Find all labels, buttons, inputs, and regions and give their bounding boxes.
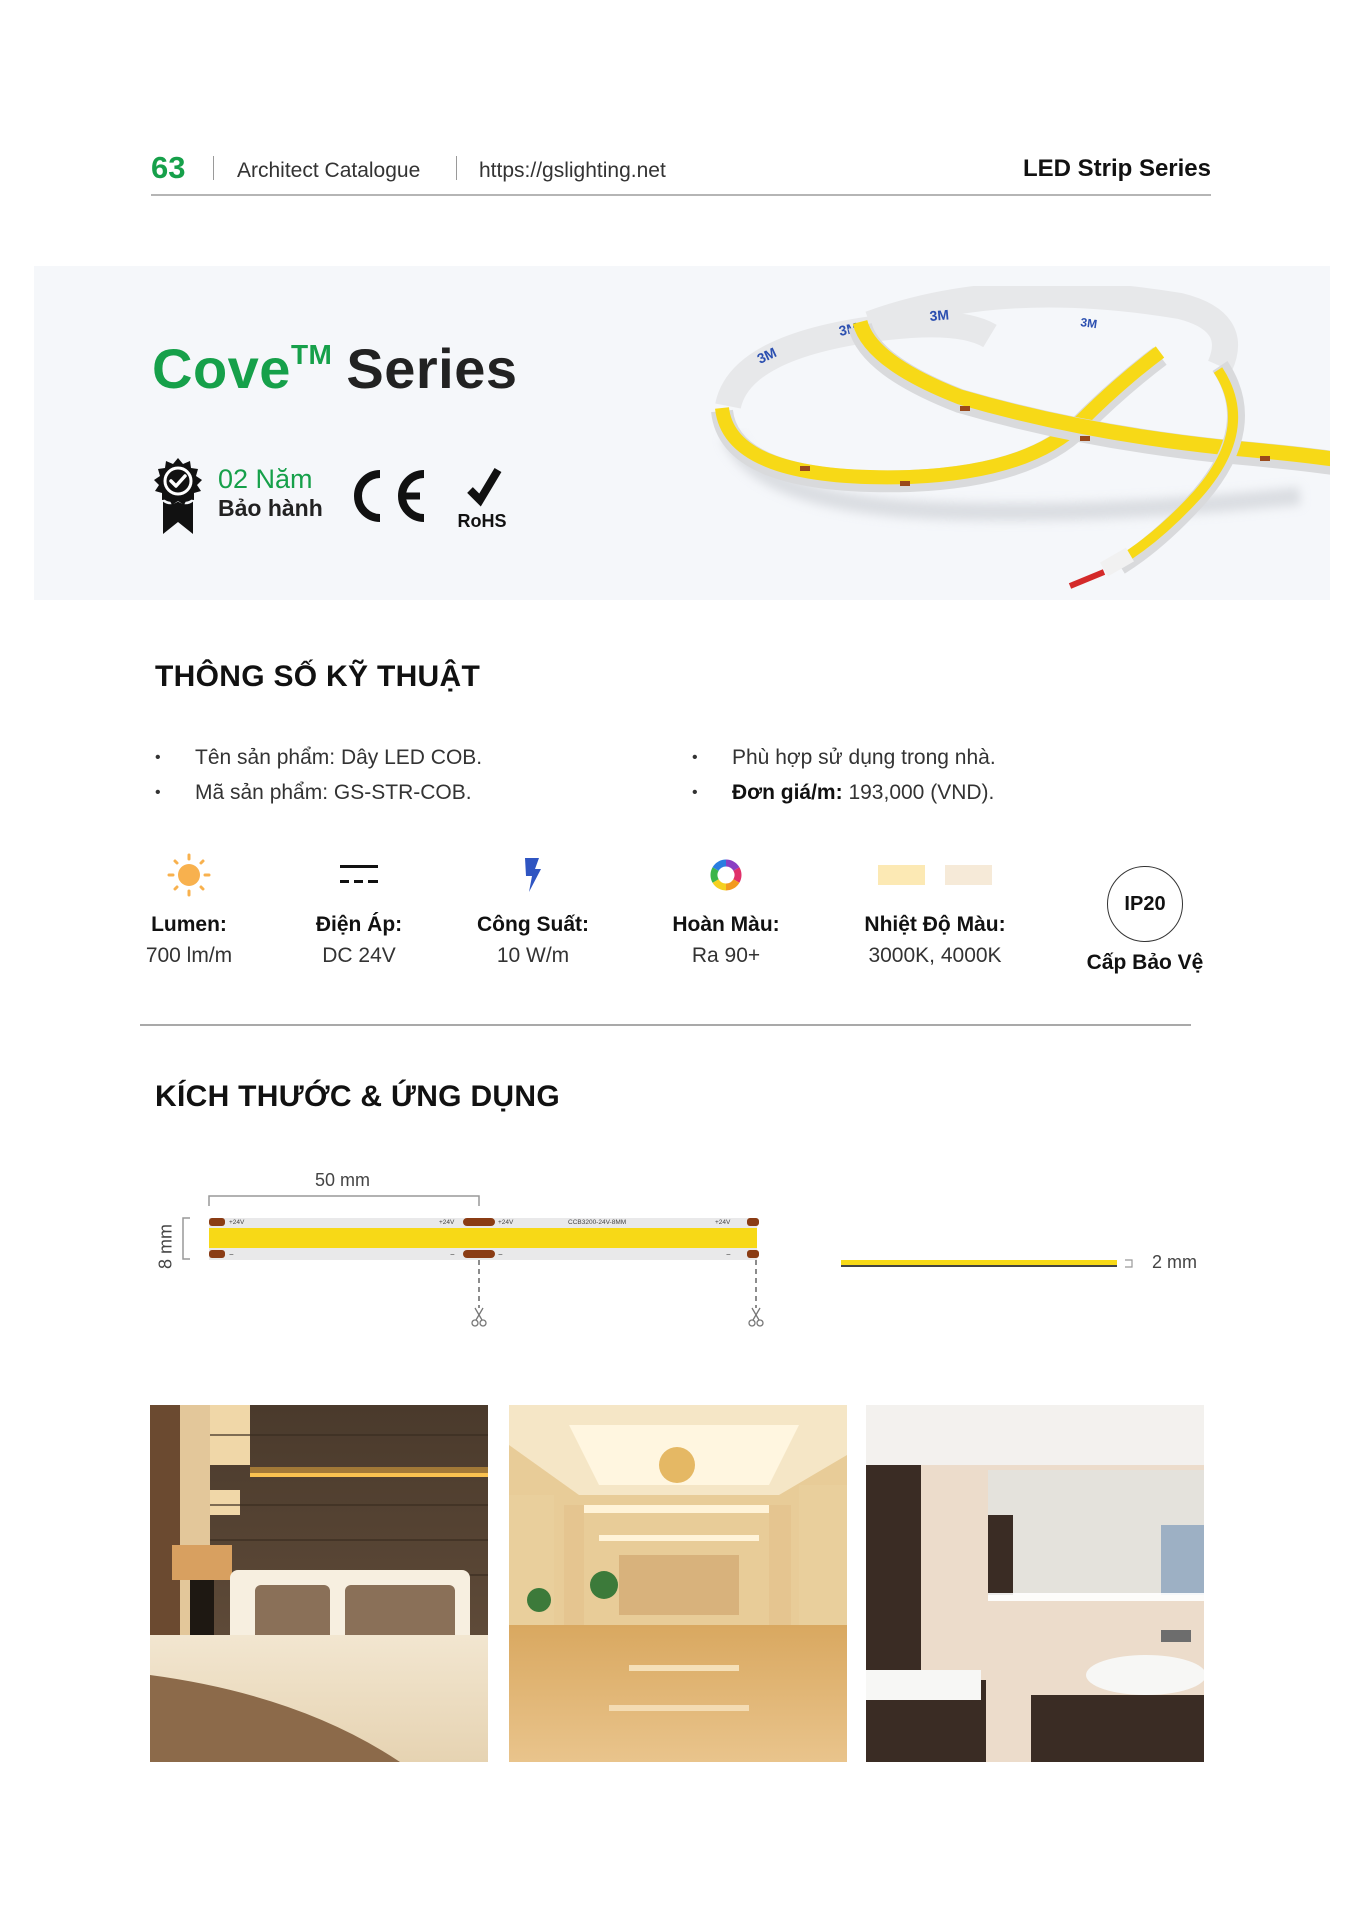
width-label: 8 mm — [155, 1224, 176, 1269]
dc-voltage-icon — [339, 861, 379, 889]
svg-text:−: − — [229, 1250, 234, 1259]
header-separator — [456, 156, 457, 180]
spec-lumen: Lumen: 700 lm/m — [99, 852, 279, 972]
svg-text:3M: 3M — [837, 319, 860, 339]
specs-list-right — [692, 740, 996, 810]
spec-cri: Hoàn Màu: Ra 90+ — [636, 852, 816, 972]
spec-bullet-price: • Đơn giá/m: 193,000 (VND). — [692, 775, 996, 810]
swatch-4000k — [945, 865, 992, 885]
svg-text:−: − — [450, 1250, 455, 1259]
catalogue-label: Architect Catalogue — [237, 159, 421, 182]
svg-text:3M: 3M — [754, 343, 779, 367]
sun-icon — [167, 853, 211, 897]
scissors-icon — [472, 1308, 763, 1326]
page-number: 63 — [151, 150, 186, 185]
application-photo-bedroom — [150, 1405, 488, 1762]
warranty-badge-icon — [152, 456, 204, 536]
bathroom-photo — [866, 1405, 1204, 1762]
color-temp-swatches — [845, 852, 1025, 898]
strip-dimension-drawing — [150, 1160, 1210, 1340]
lightning-icon — [522, 858, 544, 892]
series-label: LED Strip Series — [1022, 155, 1211, 182]
section-divider — [140, 1024, 1191, 1026]
svg-text:−: − — [498, 1250, 503, 1259]
specs-list-left — [155, 740, 482, 810]
website-link[interactable]: https://gslighting.net — [479, 159, 666, 182]
warranty-info — [218, 464, 323, 522]
dimensions-section-title: KÍCH THƯỚC & ỨNG DỤNG — [155, 1080, 560, 1113]
length-label: 50 mm — [315, 1170, 371, 1190]
trademark: TM — [290, 339, 333, 370]
lobby-photo — [509, 1405, 847, 1762]
rohs-label: RoHS — [457, 511, 507, 531]
spec-voltage: Điện Áp: DC 24V — [269, 852, 449, 972]
led-strip-product-photo — [700, 286, 1330, 600]
dimension-diagram — [150, 1160, 1210, 1340]
product-banner — [34, 266, 1330, 600]
specs-section-title: THÔNG SỐ KỸ THUẬT — [155, 660, 481, 693]
warranty-label: Bảo hành — [218, 495, 323, 521]
bedroom-photo — [150, 1405, 488, 1762]
warranty-years: 02 Năm — [218, 464, 313, 494]
spec-power: Công Suất: 10 W/m — [443, 852, 623, 972]
svg-text:3M: 3M — [1079, 315, 1099, 332]
spec-bullet-usage: • Phù hợp sử dụng trong nhà. — [692, 740, 996, 775]
ip-badge: IP20 — [1107, 866, 1183, 942]
svg-text:−: − — [726, 1250, 731, 1259]
application-photo-bathroom — [866, 1405, 1204, 1762]
application-photo-lobby — [509, 1405, 847, 1762]
svg-text:3M: 3M — [928, 306, 950, 324]
product-title — [152, 336, 518, 401]
svg-text:CCB3200-24V-8MM: CCB3200-24V-8MM — [568, 1219, 627, 1226]
svg-text:+24V: +24V — [498, 1219, 514, 1226]
product-brand: Cove — [152, 337, 291, 400]
rohs-check-icon — [452, 466, 512, 510]
header-separator — [213, 156, 214, 180]
rohs-badge — [452, 466, 512, 532]
ce-mark-icon — [348, 466, 430, 526]
spec-bullet-product-name: • Tên sản phẩm: Dây LED COB. — [155, 740, 482, 775]
product-series: Series — [346, 337, 518, 400]
svg-text:+24V: +24V — [229, 1219, 245, 1226]
spec-ip-rating: IP20 Cấp Bảo Vệ — [1055, 866, 1235, 978]
color-ring-icon — [710, 859, 742, 891]
svg-text:+24V: +24V — [439, 1219, 455, 1226]
svg-text:+24V: +24V — [715, 1219, 731, 1226]
swatch-3000k — [878, 865, 925, 885]
spec-bullet-product-code: • Mã sản phẩm: GS-STR-COB. — [155, 775, 482, 810]
spec-color-temperature: Nhiệt Độ Màu: 3000K, 4000K — [845, 852, 1025, 972]
thickness-label: 2 mm — [1152, 1252, 1197, 1272]
page-header — [151, 150, 1211, 196]
